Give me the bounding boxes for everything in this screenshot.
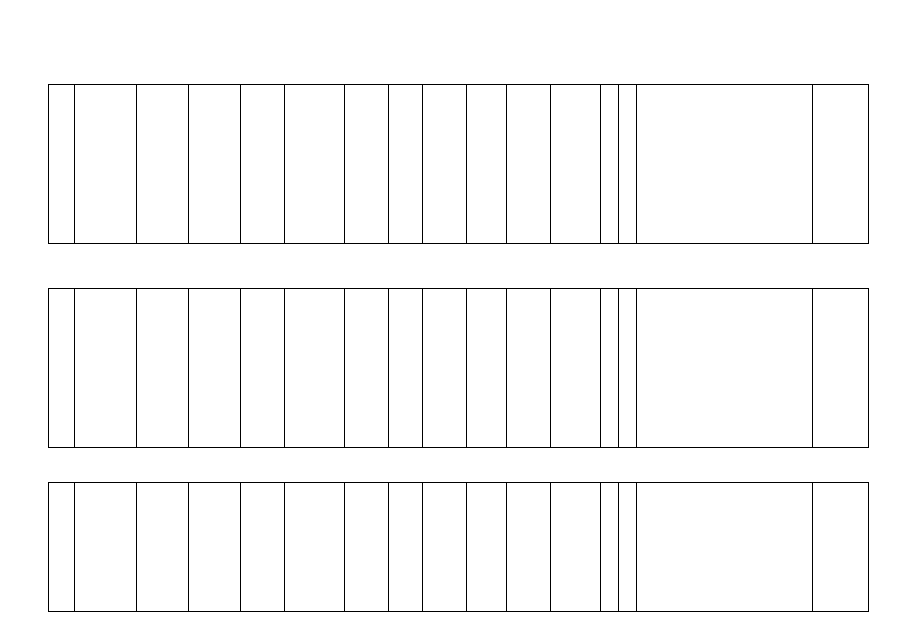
table-cell [619,85,637,244]
table-cell [189,85,241,244]
registry-table [48,84,869,244]
table-cell [619,289,637,448]
table-cell [285,483,345,612]
table-cell [285,85,345,244]
table-row [49,483,869,612]
table-cell [189,483,241,612]
table-cell [637,85,813,244]
table-cell [75,85,137,244]
table-cell [467,85,507,244]
table-cell [619,483,637,612]
table-cell [241,483,285,612]
table-cell [601,85,619,244]
table-cell [389,289,423,448]
table-cell [389,85,423,244]
table-cell [49,289,75,448]
table-cell [637,483,813,612]
table-cell [551,289,601,448]
table-cell [49,483,75,612]
table-cell [601,483,619,612]
section-heading [68,266,868,280]
table-cell [137,483,189,612]
table-cell [551,483,601,612]
table-cell [345,483,389,612]
table-cell [423,289,467,448]
table-cell [423,483,467,612]
section [48,62,868,244]
table-cell [551,85,601,244]
table-cell [285,289,345,448]
table-cell [137,289,189,448]
table-row [49,289,869,448]
table-cell [601,289,619,448]
section [48,460,868,612]
table-cell [637,289,813,448]
table-cell [423,85,467,244]
table-cell [507,289,551,448]
table-cell [241,85,285,244]
table-cell [75,483,137,612]
table-cell [345,85,389,244]
section-heading [68,62,868,76]
table-cell [507,483,551,612]
registry-table [48,482,869,612]
table-cell [467,289,507,448]
table-cell [389,483,423,612]
table-cell [813,483,869,612]
table-row [49,85,869,244]
registry-table [48,288,869,448]
table-cell [75,289,137,448]
table-cell [507,85,551,244]
table-cell [345,289,389,448]
table-cell [49,85,75,244]
table-cell [241,289,285,448]
table-cell [813,289,869,448]
table-cell [189,289,241,448]
section [48,266,868,448]
table-cell [467,483,507,612]
section-heading [68,460,868,474]
table-cell [813,85,869,244]
table-cell [137,85,189,244]
